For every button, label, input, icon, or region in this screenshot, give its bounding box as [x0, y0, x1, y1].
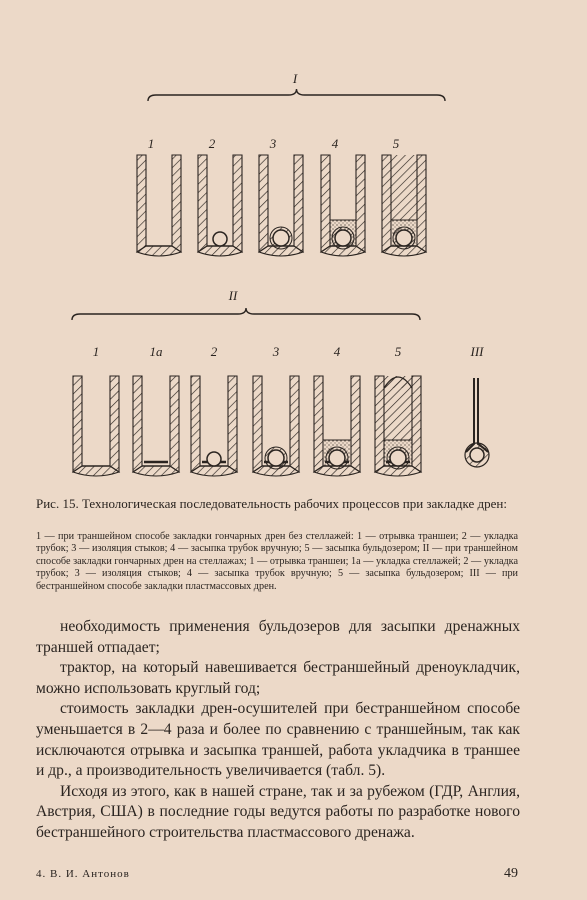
- row2-label: 4: [333, 344, 341, 359]
- drain-pipe: [396, 230, 412, 246]
- plastic-drain-pipe: [470, 448, 484, 462]
- group-label-I: I: [292, 71, 298, 86]
- drain-pipe: [329, 450, 345, 466]
- trench-wall: [191, 376, 200, 472]
- paragraph: трактор, на который навешивается бестраншейный дреноукладчик, можно использовать круглый год;: [36, 659, 520, 697]
- soil-fill: [391, 155, 417, 220]
- drain-pipe: [335, 230, 351, 246]
- trench-wall: [198, 155, 207, 252]
- brace-II: [72, 308, 420, 320]
- slit-line: [478, 378, 488, 452]
- row1-label: 1: [147, 136, 155, 151]
- trench-wall: [170, 376, 179, 472]
- trench-bottom: [198, 246, 242, 256]
- trench-wall: [233, 155, 242, 252]
- row2-label: 1: [92, 344, 100, 359]
- page-number: 49: [504, 866, 518, 881]
- row2-label: 3: [272, 344, 280, 359]
- trench-wall: [412, 376, 421, 472]
- trench-wall: [321, 155, 330, 252]
- trench-bottom: [137, 246, 181, 256]
- trench-wall: [137, 155, 146, 252]
- trench-wall: [133, 376, 142, 472]
- trench-wall: [228, 376, 237, 472]
- slit-line: [466, 378, 474, 452]
- trench-wall: [172, 155, 181, 252]
- group-label-II: II: [228, 288, 238, 303]
- trench-wall: [314, 376, 323, 472]
- trench-bottom: [73, 466, 119, 476]
- row2-label: 2: [210, 344, 218, 359]
- drain-pipe: [268, 450, 284, 466]
- body-text: [36, 617, 520, 844]
- trench-wall: [294, 155, 303, 252]
- row2-label: 5: [394, 344, 402, 359]
- printer-signature: 4. В. И. Антонов: [36, 868, 130, 880]
- trench-bottom: [133, 466, 179, 476]
- drain-pipe: [390, 450, 406, 466]
- trench-wall: [375, 376, 384, 472]
- trench-wall: [253, 376, 262, 472]
- drain-pipe: [213, 232, 227, 246]
- row2-label: 1а: [149, 344, 163, 359]
- figure-legend: 1 — при траншейном способе закладки гончарных дрен без стеллажей: 1 — отрывка траншеи; 2 — укладка трубок; 3 — изоляция стыков; 4 — засыпка трубок вручную; 5 — засыпка бульдозером; II — при траншейном способе закладки гончарных дрен на стеллажах; 1 — отрывка траншеи; 1а — укладка стеллажей; 2 — укладка трубок; 3 — изоляция стыков; 4 — засыпка трубок вручную; 5 — засыпка бульдозером; III — при бестраншейном способе закладки пластмассовых дрен.: [36, 531, 518, 592]
- trench-wall: [382, 155, 391, 252]
- figure-caption: Рис. 15. Технологическая последовательность рабочих процессов при закладке дрен:: [36, 496, 507, 511]
- drain-pipe: [207, 452, 221, 466]
- row1-label: 2: [208, 136, 216, 151]
- paragraph: стоимость закладки дрен-осушителей при бестраншейном способе уменьшается в 2—4 раза и более по сравнению с траншейным, так как исключаются отрывка и засыпка траншей, работа укладчика в траншее и др., а производительность увеличивается (табл. 5).: [36, 700, 520, 780]
- drain-pipe: [273, 230, 289, 246]
- trench-wall: [259, 155, 268, 252]
- trench-wall: [351, 376, 360, 472]
- row1-label: 5: [392, 136, 400, 151]
- group-label-III: III: [470, 344, 484, 359]
- row1-label: 3: [269, 136, 277, 151]
- trench-wall: [73, 376, 82, 472]
- trench-wall: [290, 376, 299, 472]
- trench-wall: [417, 155, 426, 252]
- trench-bottom: [191, 466, 237, 476]
- paragraph: необходимость применения бульдозеров для засыпки дренажных траншей отпадает;: [36, 618, 520, 656]
- row1-label: 4: [331, 136, 339, 151]
- paragraph: Исходя из этого, как в нашей стране, так и за рубежом (ГДР, Англия, Австрия, США) в последние годы ведутся работы по разработке нового бестраншейного строительства пластмассового дренажа.: [36, 782, 520, 841]
- brace-I: [148, 89, 445, 101]
- trench-wall: [110, 376, 119, 472]
- trench-wall: [356, 155, 365, 252]
